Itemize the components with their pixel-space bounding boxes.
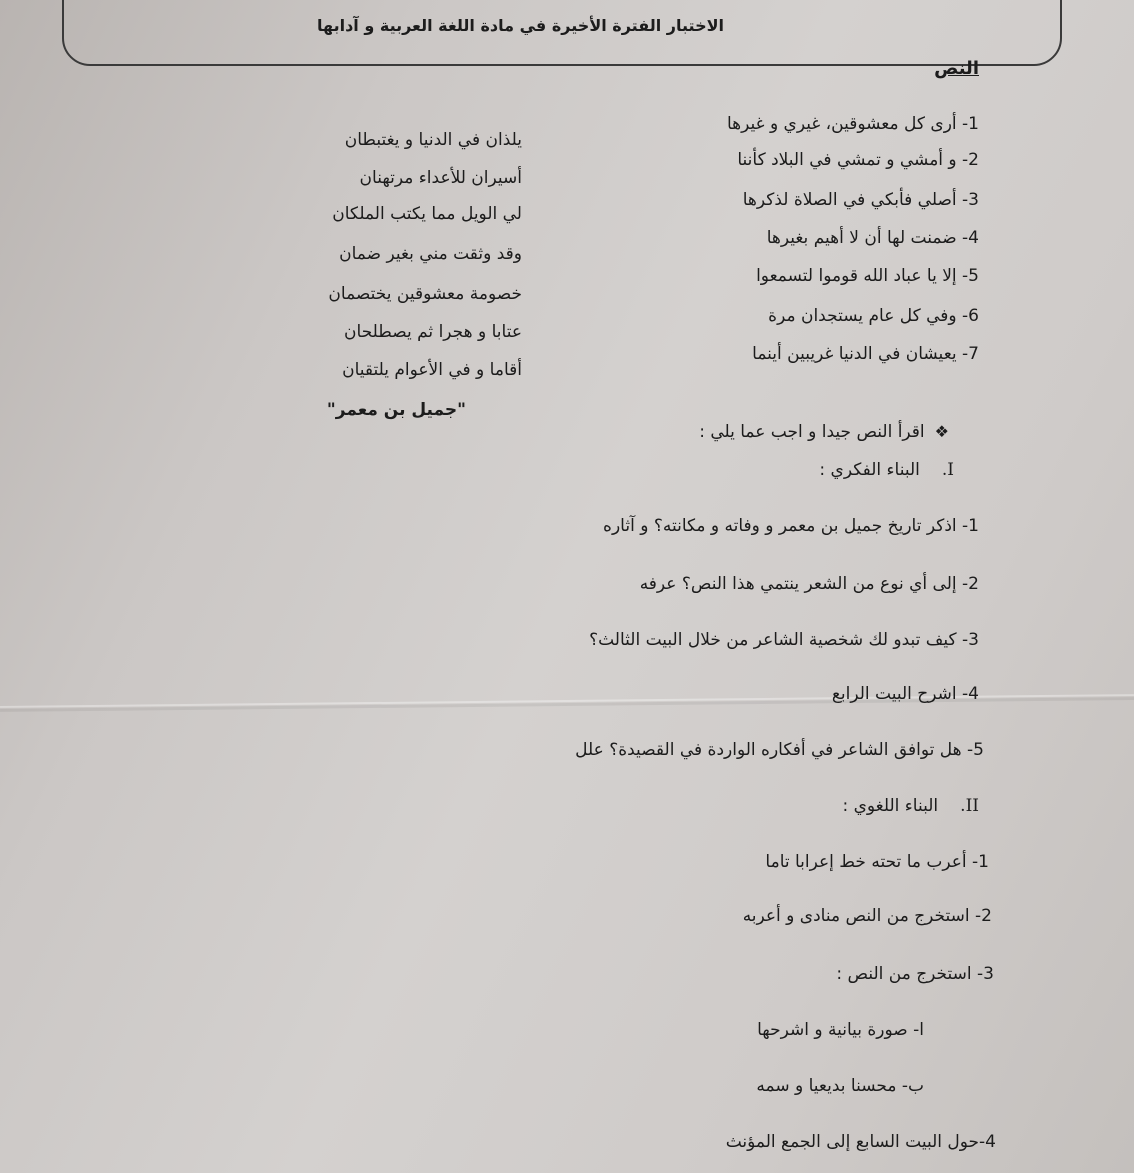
poet-attribution: "جميل بن معمر" [326,400,466,420]
verse-2-second-hemistich: أسيران للأعداء مرتهنان [359,168,522,188]
verse-6-first-hemistich: 6- وفي كل عام يستجدان مرة [768,306,979,326]
reading-instruction [699,422,949,442]
verse-6-second-hemistich: عتابا و هجرا ثم يصطلحان [344,322,522,342]
verse-3-second-hemistich: لي الويل مما يكتب الملكان [332,204,522,224]
question-2-3: 3- استخرج من النص : [836,964,994,984]
verse-5-second-hemistich: خصومة معشوقين يختصمان [328,284,522,304]
part-two-heading [842,796,979,816]
question-1-5: 5- هل توافق الشاعر في أفكاره الواردة في القصيدة؟ علل [575,740,984,760]
verse-7-second-hemistich: أقاما و في الأعوام يلتقيان [342,360,522,380]
verse-5-first-hemistich: 5- إلا يا عباد الله قوموا لتسمعوا [756,266,979,286]
verse-4-first-hemistich: 4- ضمنت لها أن لا أهيم بغيرها [766,228,979,248]
question-1-4: 4- اشرح البيت الرابع [831,684,979,704]
part-two-title: البناء اللغوي : [842,796,939,816]
verse-1-second-hemistich: يلذان في الدنيا و يغتبطان [344,130,522,150]
part-one-numeral: I. [941,460,954,480]
verse-4-second-hemistich: وقد وثقت مني بغير ضمان [339,244,522,264]
question-2-4: 4-حول البيت السابع إلى الجمع المؤنث [725,1132,996,1152]
subquestion-b: ب- محسنا بديعيا و سمه [756,1076,924,1096]
question-1-1: 1- اذكر تاريخ جميل بن معمر و وفاته و مكانته؟ و آثاره [603,516,979,536]
diamond-bullet-icon: ❖ [934,422,949,441]
subquestion-a: ا- صورة بيانية و اشرحها [757,1020,924,1040]
question-1-3: 3- كيف تبدو لك شخصية الشاعر من خلال البيت الثالث؟ [589,630,979,650]
instruction-text: اقرأ النص جيدا و اجب عما يلي : [699,422,925,442]
question-2-1: 1- أعرب ما تحته خط إعرابا تاما [765,852,989,872]
question-1-2: 2- إلى أي نوع من الشعر ينتمي هذا النص؟ عرفه [639,574,979,594]
question-2-2: 2- استخرج من النص منادى و أعربه [742,906,992,926]
part-one-heading [819,460,954,480]
part-one-title: البناء الفكري : [819,460,920,480]
verse-3-first-hemistich: 3- أصلي فأبكي في الصلاة لذكرها [742,190,979,210]
part-two-numeral: II. [960,796,979,816]
text-section-label: النص [934,58,979,79]
exam-title: الاختبار الفترة الأخيرة في مادة اللغة العربية و آدابها [317,16,724,35]
verse-7-first-hemistich: 7- يعيشان في الدنيا غريبين أينما [752,344,979,364]
verse-1-first-hemistich: 1- أرى كل معشوقين، غيري و غيرها [727,114,979,134]
verse-2-first-hemistich: 2- و أمشي و تمشي في البلاد كأننا [737,150,979,170]
